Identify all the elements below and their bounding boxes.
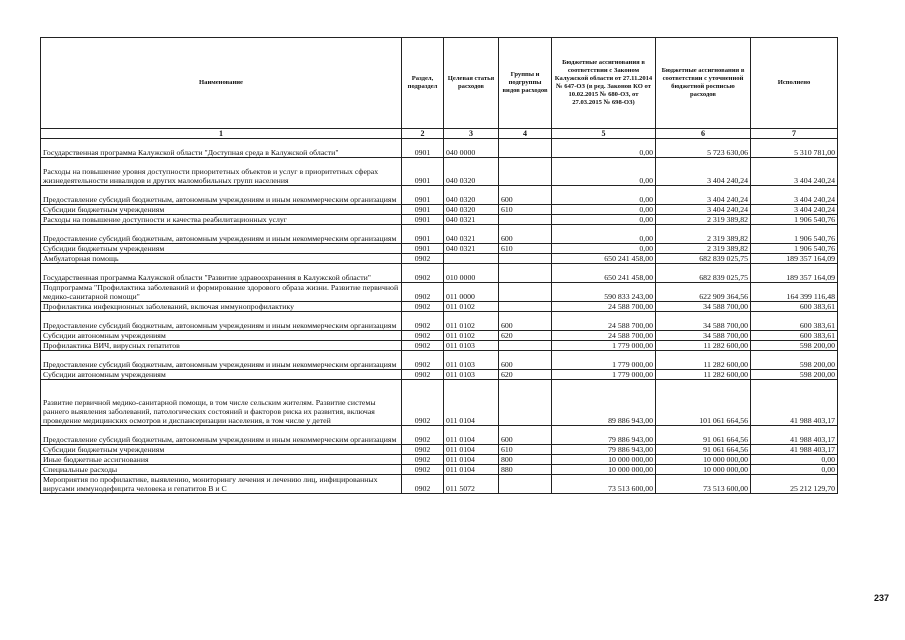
row-refined-amount: 34 588 700,00 bbox=[656, 302, 751, 312]
row-section: 0902 bbox=[402, 380, 444, 426]
row-group: 610 bbox=[499, 445, 552, 455]
row-law-amount: 1 779 000,00 bbox=[552, 370, 656, 380]
row-name: Мероприятия по профилактике, выявлению, мониторингу лечения и лечению лиц, инфицированных вирусами иммунодефицита человека и гепатитов В и С bbox=[41, 475, 402, 494]
row-section: 0901 bbox=[402, 186, 444, 205]
row-law-amount: 0,00 bbox=[552, 244, 656, 254]
table-row bbox=[41, 302, 838, 312]
row-section: 0902 bbox=[402, 426, 444, 445]
row-target: 011 0103 bbox=[444, 351, 499, 370]
row-section: 0901 bbox=[402, 158, 444, 186]
row-law-amount: 0,00 bbox=[552, 139, 656, 158]
table-row bbox=[41, 445, 838, 455]
row-executed-amount: 3 404 240,24 bbox=[751, 186, 838, 205]
row-target bbox=[444, 254, 499, 264]
row-refined-amount: 682 839 025,75 bbox=[656, 264, 751, 283]
row-target: 011 5072 bbox=[444, 475, 499, 494]
row-executed-amount: 598 200,00 bbox=[751, 370, 838, 380]
row-group bbox=[499, 475, 552, 494]
row-target: 011 0104 bbox=[444, 465, 499, 475]
row-group: 600 bbox=[499, 351, 552, 370]
row-group bbox=[499, 215, 552, 225]
row-target: 040 0321 bbox=[444, 244, 499, 254]
row-refined-amount: 10 000 000,00 bbox=[656, 465, 751, 475]
row-executed-amount: 3 404 240,24 bbox=[751, 205, 838, 215]
column-number-row bbox=[41, 129, 838, 139]
row-law-amount: 650 241 458,00 bbox=[552, 264, 656, 283]
row-name: Профилактика ВИЧ, вирусных гепатитов bbox=[41, 341, 402, 351]
row-law-amount: 0,00 bbox=[552, 158, 656, 186]
table-row bbox=[41, 205, 838, 215]
table-body bbox=[41, 139, 838, 494]
row-refined-amount: 101 061 664,56 bbox=[656, 380, 751, 426]
row-name: Государственная программа Калужской области "Развитие здравоохранения в Калужской области" bbox=[41, 264, 402, 283]
row-name: Развитие первичной медико-санитарной помощи, в том числе сельским жителям. Развитие системы раннего выявления заболеваний, патологических состояний и факторов риска их развития, включая проведение медицинских осмотров и диспансеризации населения, в том числе у детей bbox=[41, 380, 402, 426]
row-name: Иные бюджетные ассигнования bbox=[41, 455, 402, 465]
column-number: 4 bbox=[499, 129, 552, 139]
row-target: 040 0321 bbox=[444, 225, 499, 244]
row-target: 011 0104 bbox=[444, 380, 499, 426]
table-row bbox=[41, 158, 838, 186]
row-section: 0902 bbox=[402, 475, 444, 494]
row-executed-amount: 600 383,61 bbox=[751, 302, 838, 312]
budget-document bbox=[40, 37, 837, 494]
row-group bbox=[499, 139, 552, 158]
row-refined-amount: 73 513 600,00 bbox=[656, 475, 751, 494]
row-section: 0902 bbox=[402, 445, 444, 455]
table-row bbox=[41, 351, 838, 370]
row-section: 0902 bbox=[402, 302, 444, 312]
row-name: Предоставление субсидий бюджетным, автономным учреждениям и иным некоммерческим организациям bbox=[41, 351, 402, 370]
row-executed-amount: 41 988 403,17 bbox=[751, 445, 838, 455]
row-refined-amount: 10 000 000,00 bbox=[656, 455, 751, 465]
row-group bbox=[499, 302, 552, 312]
row-name: Подпрограмма "Профилактика заболеваний и формирование здорового образа жизни. Развитие первичной медико-санитарной помощи" bbox=[41, 283, 402, 302]
row-executed-amount: 598 200,00 bbox=[751, 351, 838, 370]
row-section: 0901 bbox=[402, 215, 444, 225]
row-section: 0902 bbox=[402, 370, 444, 380]
row-name: Расходы на повышение уровня доступности приоритетных объектов и услуг в приоритетных сферах жизнедеятельности инвалидов и других маломобильных групп населения bbox=[41, 158, 402, 186]
table-row bbox=[41, 370, 838, 380]
header-executed: Исполнено bbox=[751, 38, 838, 129]
budget-table bbox=[40, 37, 838, 494]
row-section: 0902 bbox=[402, 341, 444, 351]
row-refined-amount: 11 282 600,00 bbox=[656, 351, 751, 370]
row-refined-amount: 34 588 700,00 bbox=[656, 331, 751, 341]
row-name: Субсидии автономным учреждениям bbox=[41, 370, 402, 380]
row-refined-amount: 622 909 364,56 bbox=[656, 283, 751, 302]
row-section: 0902 bbox=[402, 312, 444, 331]
row-executed-amount: 41 988 403,17 bbox=[751, 380, 838, 426]
row-refined-amount: 3 404 240,24 bbox=[656, 158, 751, 186]
row-executed-amount: 598 200,00 bbox=[751, 341, 838, 351]
row-section: 0901 bbox=[402, 244, 444, 254]
row-section: 0902 bbox=[402, 254, 444, 264]
row-group: 620 bbox=[499, 370, 552, 380]
row-group: 610 bbox=[499, 205, 552, 215]
row-executed-amount: 0,00 bbox=[751, 465, 838, 475]
row-target: 011 0104 bbox=[444, 426, 499, 445]
row-target: 011 0102 bbox=[444, 302, 499, 312]
table-row bbox=[41, 331, 838, 341]
row-group bbox=[499, 283, 552, 302]
column-number: 7 bbox=[751, 129, 838, 139]
row-group bbox=[499, 158, 552, 186]
row-law-amount: 79 886 943,00 bbox=[552, 445, 656, 455]
row-name: Профилактика инфекционных заболеваний, включая иммунопрофилактику bbox=[41, 302, 402, 312]
table-row bbox=[41, 426, 838, 445]
row-name: Субсидии автономным учреждениям bbox=[41, 331, 402, 341]
row-target: 011 0103 bbox=[444, 341, 499, 351]
row-law-amount: 24 588 700,00 bbox=[552, 331, 656, 341]
row-executed-amount: 600 383,61 bbox=[751, 331, 838, 341]
row-target: 011 0102 bbox=[444, 331, 499, 341]
table-row bbox=[41, 341, 838, 351]
row-refined-amount: 91 061 664,56 bbox=[656, 445, 751, 455]
row-target: 011 0104 bbox=[444, 455, 499, 465]
row-target: 011 0102 bbox=[444, 312, 499, 331]
row-section: 0902 bbox=[402, 455, 444, 465]
row-group: 600 bbox=[499, 186, 552, 205]
row-section: 0902 bbox=[402, 264, 444, 283]
row-target: 011 0104 bbox=[444, 445, 499, 455]
row-name: Субсидии бюджетным учреждениям bbox=[41, 205, 402, 215]
row-group: 880 bbox=[499, 465, 552, 475]
row-law-amount: 10 000 000,00 bbox=[552, 465, 656, 475]
row-law-amount: 0,00 bbox=[552, 215, 656, 225]
row-refined-amount: 682 839 025,75 bbox=[656, 254, 751, 264]
row-target: 011 0103 bbox=[444, 370, 499, 380]
row-refined-amount: 2 319 389,82 bbox=[656, 244, 751, 254]
row-target: 040 0321 bbox=[444, 215, 499, 225]
row-section: 0902 bbox=[402, 331, 444, 341]
header-groups: Группы и подгруппы видов расходов bbox=[499, 38, 552, 129]
row-section: 0902 bbox=[402, 283, 444, 302]
row-refined-amount: 3 404 240,24 bbox=[656, 186, 751, 205]
table-row bbox=[41, 475, 838, 494]
row-refined-amount: 91 061 664,56 bbox=[656, 426, 751, 445]
row-executed-amount: 41 988 403,17 bbox=[751, 426, 838, 445]
header-row bbox=[41, 38, 838, 129]
row-name: Амбулаторная помощь bbox=[41, 254, 402, 264]
row-name: Предоставление субсидий бюджетным, автономным учреждениям и иным некоммерческим организациям bbox=[41, 312, 402, 331]
table-row bbox=[41, 254, 838, 264]
column-number: 2 bbox=[402, 129, 444, 139]
column-number: 6 bbox=[656, 129, 751, 139]
row-refined-amount: 2 319 389,82 bbox=[656, 225, 751, 244]
column-number: 3 bbox=[444, 129, 499, 139]
header-refined: Бюджетные ассигнования в соответствии с уточненной бюджетной росписью расходов bbox=[656, 38, 751, 129]
row-target: 040 0320 bbox=[444, 186, 499, 205]
row-group bbox=[499, 380, 552, 426]
table-row bbox=[41, 225, 838, 244]
table-row bbox=[41, 283, 838, 302]
table-row bbox=[41, 264, 838, 283]
row-target: 040 0000 bbox=[444, 139, 499, 158]
table-row bbox=[41, 465, 838, 475]
row-executed-amount: 189 357 164,09 bbox=[751, 264, 838, 283]
row-section: 0902 bbox=[402, 465, 444, 475]
row-executed-amount: 3 404 240,24 bbox=[751, 158, 838, 186]
table-row bbox=[41, 312, 838, 331]
row-section: 0902 bbox=[402, 351, 444, 370]
table-row bbox=[41, 139, 838, 158]
row-law-amount: 0,00 bbox=[552, 225, 656, 244]
row-law-amount: 650 241 458,00 bbox=[552, 254, 656, 264]
row-section: 0901 bbox=[402, 139, 444, 158]
header-law: Бюджетные ассигнования в соответствии с Законом Калужской области от 27.11.2014 № 647-ОЗ (в ред. Законов КО от 10.02.2015 № 680-ОЗ, от 27.03.2015 № 698-ОЗ) bbox=[552, 38, 656, 129]
row-name: Специальные расходы bbox=[41, 465, 402, 475]
row-group: 610 bbox=[499, 244, 552, 254]
row-law-amount: 89 886 943,00 bbox=[552, 380, 656, 426]
row-law-amount: 79 886 943,00 bbox=[552, 426, 656, 445]
row-law-amount: 590 833 243,00 bbox=[552, 283, 656, 302]
row-executed-amount: 0,00 bbox=[751, 455, 838, 465]
row-executed-amount: 25 212 129,70 bbox=[751, 475, 838, 494]
table-row bbox=[41, 215, 838, 225]
row-group: 600 bbox=[499, 312, 552, 331]
row-target: 010 0000 bbox=[444, 264, 499, 283]
row-executed-amount: 1 906 540,76 bbox=[751, 244, 838, 254]
row-group: 600 bbox=[499, 225, 552, 244]
row-target: 040 0320 bbox=[444, 205, 499, 215]
row-executed-amount: 164 399 116,48 bbox=[751, 283, 838, 302]
row-name: Субсидии бюджетным учреждениям bbox=[41, 244, 402, 254]
row-name: Расходы на повышение доступности и качества реабилитационных услуг bbox=[41, 215, 402, 225]
table-row bbox=[41, 244, 838, 254]
row-name: Предоставление субсидий бюджетным, автономным учреждениям и иным некоммерческим организациям bbox=[41, 186, 402, 205]
row-executed-amount: 5 310 781,00 bbox=[751, 139, 838, 158]
row-name: Предоставление субсидий бюджетным, автономным учреждениям и иным некоммерческим организациям bbox=[41, 426, 402, 445]
row-name: Субсидии бюджетным учреждениям bbox=[41, 445, 402, 455]
page-number: 237 bbox=[873, 593, 889, 603]
table-row bbox=[41, 186, 838, 205]
row-law-amount: 1 779 000,00 bbox=[552, 341, 656, 351]
row-refined-amount: 5 723 630,06 bbox=[656, 139, 751, 158]
row-law-amount: 10 000 000,00 bbox=[552, 455, 656, 465]
row-name: Предоставление субсидий бюджетным, автономным учреждениям и иным некоммерческим организациям bbox=[41, 225, 402, 244]
row-group: 600 bbox=[499, 426, 552, 445]
row-target: 040 0320 bbox=[444, 158, 499, 186]
row-executed-amount: 1 906 540,76 bbox=[751, 225, 838, 244]
row-law-amount: 0,00 bbox=[552, 205, 656, 215]
row-law-amount: 24 588 700,00 bbox=[552, 312, 656, 331]
row-refined-amount: 3 404 240,24 bbox=[656, 205, 751, 215]
column-number: 5 bbox=[552, 129, 656, 139]
row-target: 011 0000 bbox=[444, 283, 499, 302]
row-section: 0901 bbox=[402, 225, 444, 244]
row-section: 0901 bbox=[402, 205, 444, 215]
table-row bbox=[41, 380, 838, 426]
row-refined-amount: 2 319 389,82 bbox=[656, 215, 751, 225]
row-executed-amount: 1 906 540,76 bbox=[751, 215, 838, 225]
row-law-amount: 0,00 bbox=[552, 186, 656, 205]
row-group bbox=[499, 264, 552, 283]
row-group: 620 bbox=[499, 331, 552, 341]
row-refined-amount: 11 282 600,00 bbox=[656, 341, 751, 351]
row-law-amount: 24 588 700,00 bbox=[552, 302, 656, 312]
table-row bbox=[41, 455, 838, 465]
row-law-amount: 73 513 600,00 bbox=[552, 475, 656, 494]
row-law-amount: 1 779 000,00 bbox=[552, 351, 656, 370]
row-refined-amount: 34 588 700,00 bbox=[656, 312, 751, 331]
row-refined-amount: 11 282 600,00 bbox=[656, 370, 751, 380]
row-group bbox=[499, 254, 552, 264]
header-name: Наименование bbox=[41, 38, 402, 129]
column-number: 1 bbox=[41, 129, 402, 139]
row-group bbox=[499, 341, 552, 351]
row-executed-amount: 189 357 164,09 bbox=[751, 254, 838, 264]
header-target: Целевая статья расходов bbox=[444, 38, 499, 129]
row-group: 800 bbox=[499, 455, 552, 465]
row-executed-amount: 600 383,61 bbox=[751, 312, 838, 331]
row-name: Государственная программа Калужской области "Доступная среда в Калужской области" bbox=[41, 139, 402, 158]
header-section: Раздел, подраздел bbox=[402, 38, 444, 129]
